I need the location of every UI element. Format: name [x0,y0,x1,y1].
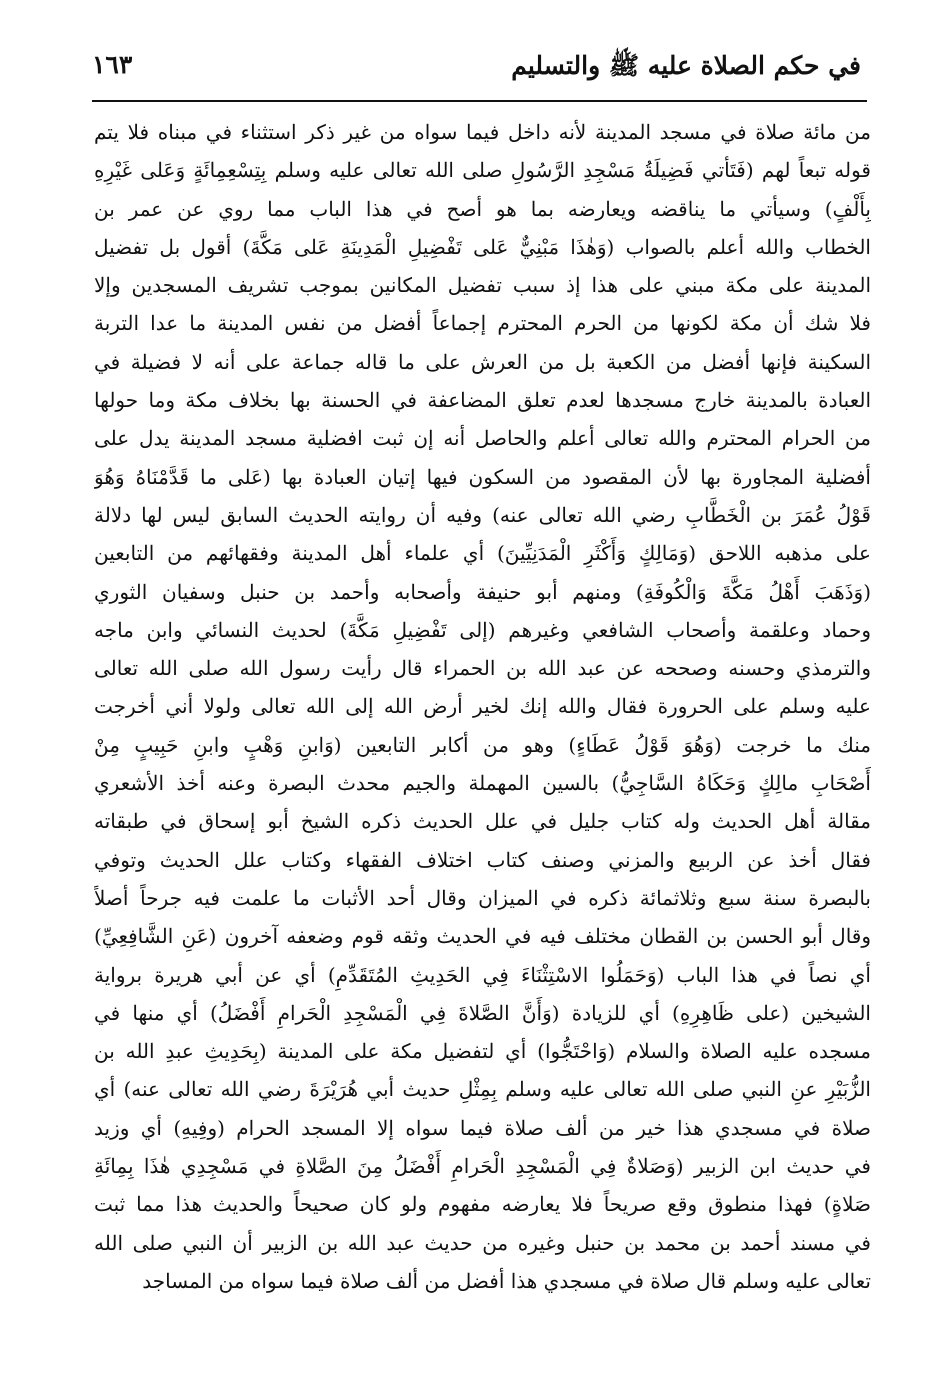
text-line: العبادة بالمدينة خارج مسجدها لعدم تعلق المضاعفة في الحسنة بها بخلاف مكة وما حولها [94,388,871,413]
text-line: السكينة فإنها أفضل من الكعبة بل من العرش على ما قاله جماعة على أنه لا فضيلة في [94,349,871,374]
text-line: في حديث ابن الزبير (وَصَلاةٌ فِي الْمَسْجِدِ الْحَرامِ أَفْضَلُ مِنَ الصَّلاةِ في مَسْجِدِي هٰذَا بِمِائَةِ [94,1154,871,1179]
header-title: في حكم الصلاة عليه ﷺ والتسليم [511,51,861,80]
text-line: في مسند أحمد بن محمد بن حنبل وغيره من حديث عبد الله بن الزبير أن النبي صلى الله [94,1230,871,1255]
text-line: أفضلية المجاورة بها لأن المقصود من السكون فيها إتيان العبادة بها (عَلى ما قَدَّمْنَاهُ وَهُوَ [94,464,871,489]
text-line: وحماد وعلقمة وأصحاب الشافعي وغيرهم (إلى تَفْضِيلِ مَكَّةَ) لحديث النسائي وابن ماجه [94,617,871,642]
text-line: فقال أخذ عن الربيع والمزني وصنف كتاب اختلاف الفقهاء وكتاب علل الحديث وتوفي [94,847,871,872]
text-line: (وَذَهَبَ أَهْلُ مَكَّةَ وَالْكُوفَةِ) ومنهم أبو حنيفة وأصحابه وأحمد بن حنبل وسفيان الثوري [94,579,871,604]
text-line: قوله تبعاً لهم (فَتَأتي فَضِيلَةُ مَسْجِدِ الرَّسُولِ صلى الله تعالى عليه وسلم بِتِسْعِمِائَةٍ وَعَلى غَيْرِهِ [94,158,871,183]
text-line: مقالة أهل الحديث وله كتاب جليل في علل الحديث ذكره الشيخ أبو إسحاق في طبقاته [94,809,871,834]
text-line: أَصْحَابِ مالِكٍ وَحَكَاهُ السَّاجِيُّ) بالسين المهملة والجيم محدث البصرة وعنه أخذ الأشعري [94,771,871,796]
header-divider [92,100,867,102]
text-line: وقال أبو الحسن بن القطان مختلف فيه في الحديث وثقه قوم وضعفه آخرون (عَنِ الشَّافِعِيِّ) [94,924,871,949]
text-line: صلاة في مسجدي هذا خير من ألف صلاة فيما سواه إلا المسجد الحرام (وفِيهِ) أي وزيد [94,1115,871,1140]
text-line: من مائة صلاة في مسجد المدينة لأنه داخل فيما سواه من غير ذكر استثناء في مبناه فلا يتم [94,120,871,144]
text-line: بالبصرة سنة سبع وثلاثمائة ذكره في الميزان وقال أحد الأثبات ما علمت فيه جرحاً أصلاً [94,885,871,910]
text-line: مسجده عليه الصلاة والسلام (وَاحْتَجُّوا) أي لتفضيل مكة على المدينة (بِحَدِيثِ عبدِ الله بن [94,1039,871,1064]
text-line: المدينة على مكة مبني على هذا إذ سبب تفضيل المكانين بموجب تشريف المسجدين وإلا [94,273,871,298]
text-line: أي نصاً في هذا الباب (وَحَمَلُوا الاسْتِثْنَاءَ فِي الحَدِيثِ المُتَقَدِّمِ) أي عن أبي هريرة برواية [94,962,871,987]
text-line: على مذهبه اللاحق (وَمَالِكٍ وَأَكْثَرِ الْمَدَنِيِّينَ) أي علماء أهل المدينة وفقهائهم من التابعين [94,541,871,566]
text-line: صَلاةٍ) فهذا منطوق وقع صريحاً فلا يعارضه مفهوم ولو كان صحيحاً والحديث هذا مما ثبت [94,1192,871,1217]
body-text [94,113,871,1300]
text-line: فلا شك أن مكة لكونها من الحرم المحترم إجماعاً أفضل من نفس المدينة ما عدا التربة [94,311,871,336]
text-line: من الحرام المحترم والله تعالى أعلم والحاصل أنه إن ثبت افضلية مسجد المدينة يدل على [94,426,871,451]
running-header [92,44,861,88]
text-line: منك ما خرجت (وَهُوَ قَوْلُ عَطَاءٍ) وهو من أكابر التابعين (وَابنِ وَهْبٍ وابنِ حَبِيبٍ مِنْ [94,732,871,757]
text-line: والترمذي وحسنه وصححه عن عبد الله بن الحمراء قال رأيت رسول الله صلى الله تعالى [94,656,871,681]
text-line: بِأَلْفٍ) وسيأتي ما يناقضه ويعارضه بما هو أصح في هذا الباب مما روي عن عمر بن [94,196,871,221]
text-line: الشيخين (على ظَاهِرِهِ) أي للزيادة (وَأَنَّ الصَّلاةَ فِي الْمَسْجِدِ الْحَرامِ أَفْضَلُ) أي منها في [94,1000,871,1025]
text-line: عليه وسلم على الحرورة فقال والله إنك لخير أرض الله إلى الله تعالى ولولا أني أخرجت [94,694,871,719]
text-line: الزُّبَيْرِ عنِ النبي صلى الله تعالى عليه وسلم بِمِثْلِ حديث أبي هُرَيْرَةَ رضي الله تعالى عنه) أي [94,1077,871,1102]
text-line: تعالى عليه وسلم قال صلاة في مسجدي هذا أفضل من ألف صلاة فيما سواه من المساجد [142,1268,871,1293]
text-line: قَوْلُ عُمَرَ بن الْخَطَّابِ رضي الله تعالى عنه) وفيه أن روايته الحديث السابق ليس لها دلالة [94,502,871,527]
text-line: الخطاب والله أعلم بالصواب (وَهٰذَا مَبْنِيٌّ عَلى تَفْضِيلِ الْمَدِينَةِ عَلى مَكَّةَ) أقول بل تفضيل [94,234,871,259]
page-number: ١٦٣ [92,50,133,79]
